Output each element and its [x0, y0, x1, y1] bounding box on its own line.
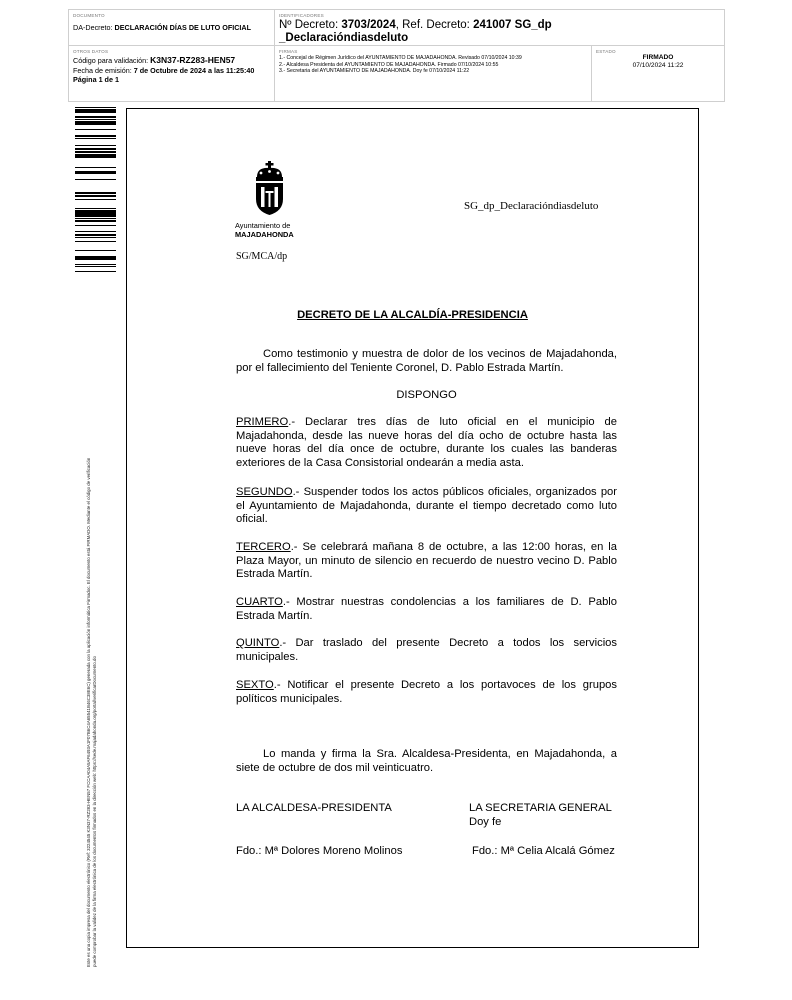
article-text: .- Suspender todos los actos públicos oficiales, organizados por el Ayuntamiento de Majadahonda, durante el tiempo decretado como luto oficial. [236, 486, 617, 526]
dispongo-heading: DISPONGO [396, 389, 457, 401]
article-label: SEGUNDO [236, 486, 293, 498]
article-sexto [236, 679, 617, 706]
firma-item: 1.- Concejal de Régimen Jurídico del AYUNTAMIENTO DE MAJADAHONDA. Revisado 07/10/2024 10:39 [279, 55, 522, 61]
article-text: .- Se celebrará mañana 8 de octubre, a las 12:00 horas, en la Plaza Mayor, un minuto de silencio en recuerdo de nuestro vecino D. Pablo Estrada Martín. [236, 541, 617, 581]
article-label: CUARTO [236, 596, 283, 608]
side-text-line: puede comprobar la validez de la firma electrónica de los documentos firmados en la dirección web: https://sede.majadahonda.org/portal/verificarDocumento.do [91, 656, 97, 967]
article-label: SEXTO [236, 679, 274, 691]
decreto-identifiers [279, 19, 720, 45]
decreto-number: 3703/2024 [341, 19, 396, 31]
ayuntamiento-logo [235, 159, 305, 239]
logo-text [235, 222, 305, 239]
article-quinto [236, 637, 617, 664]
ref-value: 241007 SG_dp [473, 19, 552, 31]
article-label: QUINTO [236, 637, 280, 649]
emission-date: 7 de Octubre de 2024 a las 11:25:40 [133, 65, 255, 75]
article-cuarto [236, 596, 617, 623]
article-primero [236, 416, 617, 471]
article-text: .- Mostrar nuestras condolencias a los familiares de D. Pablo Estrada Martín. [236, 596, 617, 622]
ref-value-line2: _Declaracióndiasdeluto [279, 32, 409, 44]
otros-datos-cell [69, 46, 275, 101]
article-label: TERCERO [236, 541, 291, 553]
intro-paragraph: Como testimonio y muestra de dolor de los vecinos de Majadahonda, por el fallecimiento del Teniente Coronel, D. Pablo Estrada Martín. [236, 348, 617, 374]
firmas-cell [275, 46, 592, 101]
page-count: Página 1 de 1 [73, 75, 119, 84]
firma-item: 3.- Secretaria del AYUNTAMIENTO DE MAJADAHONDA. Doy fe 07/10/2024 11:22 [279, 68, 470, 75]
article-text: .- Dar traslado del presente Decreto a todos los servicios municipales. [236, 637, 617, 663]
firma-item: 2.- Alcaldesa Presidenta del AYUNTAMIENTO DE MAJADAHONDA. Firmado 07/10/2024 10:55 [279, 61, 499, 68]
ref-prefix: , Ref. Decreto: [395, 19, 474, 31]
validation-info [73, 56, 270, 85]
decreto-prefix: Nº Decreto: [279, 19, 342, 31]
otros-datos-label: OTROS DATOS [73, 49, 109, 54]
validation-code[interactable]: K3N37-RZ283-HEN57 [150, 55, 236, 65]
logo-line1: Ayuntamiento de [235, 221, 291, 230]
documento-label: DOCUMENTO [73, 13, 105, 18]
identificadores-label: IDENTIFICADORES [279, 13, 324, 18]
side-text-line: Este es una copia impresa del documento electrónico (Ref: 3224545 K3N37-RZ283-HEN57 FCCAA04A5AF6493A1F07B6C4A65541B46C38E6C) generada con la aplicación informática Firmadoc. El documento está FIRMADO. Mediante el código de verificación [86, 457, 91, 967]
article-text: .- Declarar tres días de luto oficial en el municipio de Majadahonda, desde las nueve horas del día ocho de octubre hasta las nueve horas del día once de octubre, durante los cuales las banderas exteriores de la Casa Consistorial ondearán a media asta. [236, 416, 617, 470]
documento-title: DECLARACIÓN DÍAS DE LUTO OFICIAL [114, 23, 251, 32]
crown-crest-icon [235, 159, 305, 217]
logo-line2: MAJADAHONDA [235, 229, 294, 239]
fecha-prefix: Fecha de emisión: [73, 65, 134, 75]
identificadores-cell [275, 10, 724, 46]
signature-right-role: LA SECRETARIA GENERAL [469, 802, 612, 814]
firmas-label: FIRMAS [279, 49, 298, 54]
article-segundo [236, 486, 617, 527]
decree-title: DECRETO DE LA ALCALDÍA-PRESIDENCIA [297, 309, 528, 321]
document-header [68, 9, 725, 102]
estado-value: FIRMADO [642, 54, 674, 61]
documento-cell [69, 10, 275, 46]
article-tercero [236, 541, 617, 582]
file-reference: SG_dp_Declaracióndiasdeluto [464, 200, 599, 212]
documento-prefix: DA-Decreto: [73, 23, 115, 32]
codigo-prefix: Código para validación: [73, 56, 151, 65]
signature-right-sub: Doy fe [469, 815, 502, 828]
signature-name-right: Fdo.: Mª Celia Alcalá Gómez [472, 845, 615, 857]
article-label: PRIMERO [236, 416, 289, 428]
barcode-icon [75, 107, 116, 274]
closing-paragraph: Lo manda y firma la Sra. Alcaldesa-Presidenta, en Majadahonda, a siete de octubre de dos mil veinticuatro. [236, 748, 617, 774]
firmas-list [279, 55, 587, 75]
side-verification-text [86, 277, 97, 967]
article-text: .- Notificar el presente Decreto a los portavoces de los grupos políticos municipales. [236, 679, 617, 705]
signature-title-right [469, 802, 612, 829]
estado-date: 07/10/2024 11:22 [632, 62, 684, 69]
signature-title-left: LA ALCALDESA-PRESIDENTA [236, 802, 392, 814]
document-page [126, 108, 699, 948]
initials-reference: SG/MCA/dp [236, 251, 288, 262]
estado-cell [592, 46, 724, 101]
signature-name-left: Fdo.: Mª Dolores Moreno Molinos [236, 845, 403, 857]
estado-label: ESTADO [596, 49, 616, 54]
documento-value [73, 23, 270, 32]
status-badge [596, 54, 720, 70]
